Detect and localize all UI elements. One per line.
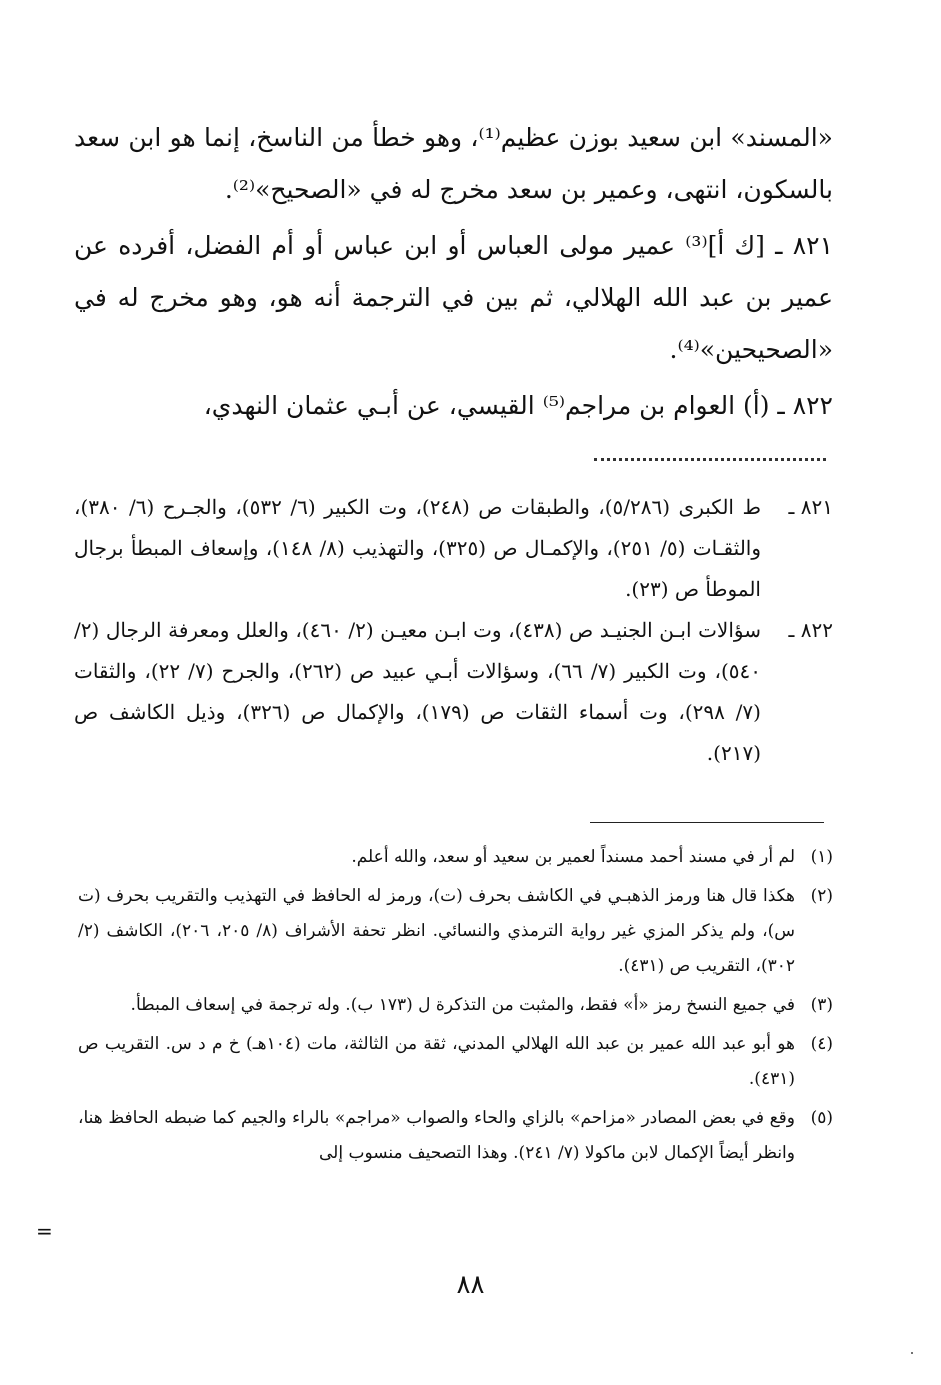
continuation-mark: = [36,1219,53,1243]
footnote-text: لم أر في مسند أحمد مسنداً لعمير بن سعيد أو سعد، والله أعلم. [351,847,795,867]
footnote-number: (٢) [810,886,833,906]
footnote-number: (٥) [810,1108,833,1128]
footnote-number: (١) [810,847,833,867]
footnote-text: هكذا قال هنا ورمز الذهبـي في الكاشف بحرف (ت)، ورمز له الحافظ في التهذيب والتقريب بحرف (ت س)، ولم يذكر المزي غير رواية الترمذي والنسائي. انظر تحفة الأشراف (٨/ ٢٠٥، ٢٠٦)، الكاشف (٢/ ٣٠٢)، التقريب ص (٤٣١). [78,886,796,976]
footnote [78,840,833,875]
footnote-number: (٣) [810,995,833,1015]
source-text: ط الكبرى (٥/٢٨٦)، والطبقات ص (٢٤٨)، وت الكبير (٦/ ٥٣٢)، والجـرح (٦/ ٣٨٠)، والثقـات (٥/ ٢٥١)، والإكمـال ص (٣٢٥)، والتهذيب (٨/ ١٤٨)، وإسعاف المبطأ برجال الموطأ ص (٢٣). [74,495,761,601]
footnote [78,1027,833,1097]
body-paragraph: «المسند» ابن سعيد بوزن عظيم⁽¹⁾، وهو خطأ من الناسخ، إنما هو ابن سعد بالسكون، انتهى، وعمير بن سعد مخرج له في «الصحيح»⁽²⁾. [74,123,833,204]
source-entry [74,487,833,610]
source-number: ٨٢٢ ـ [788,618,833,642]
dotted-separator [594,458,826,461]
source-entry [74,610,833,774]
sources-section [74,487,833,774]
footnote-text: هو أبو عبد الله عمير بن عبد الله الهلالي المدني، ثقة من الثالثة، مات (١٠٤هـ) خ م د س. التقريب ص (٤٣١). [78,1034,795,1089]
footnote-text: في جميع النسخ رمز «أ» فقط، والمثبت من التذكرة ل (١٧٣ ب). وله ترجمة في إسعاف المبطأ. [130,995,795,1015]
source-number: ٨٢١ ـ [788,495,833,519]
footnote [78,879,833,984]
footnote [78,988,833,1023]
footnotes-section [78,840,833,1175]
entry-822: ٨٢٢ ـ (أ) العوام بن مراجم⁽⁵⁾ القيسي، عن أبـي عثمان النهدي، [203,391,833,420]
footnote-text: وقع في بعض المصادر «مزاحم» بالزاي والحاء والصواب «مراجم» بالراء والجيم كما ضبطه الحافظ هنا، وانظر أيضاً الإكمال لابن ماكولا (٧/ ٢٤١). وهذا التصحيف منسوب إلى [78,1108,795,1163]
entry-821: ٨٢١ ـ [ك أ]⁽³⁾ عمير مولى العباس أو ابن عباس أو أم الفضل، أفرده عن عمير بن عبد الله الهلالي، ثم بين في الترجمة أنه هو، وهو مخرج له في «الصحيحين»⁽⁴⁾. [74,231,834,364]
page-number: ٨٨ [456,1270,485,1300]
main-text [74,112,833,436]
footnote-number: (٤) [810,1034,833,1054]
scan-speck [911,1352,913,1354]
footnote-rule [590,822,824,823]
footnote [78,1101,833,1171]
source-text: سؤالات ابـن الجنيـد ص (٤٣٨)، وت ابـن معيـن (٢/ ٤٦٠)، والعلل ومعرفة الرجال (٢/ ٥٤٠)، وت الكبير (٧/ ٦٦)، وسؤالات أبـي عبيد ص (٢٦٢)، والجرح (٧/ ٢٢)، والثقات (٧/ ٢٩٨)، وت أسماء الثقات ص (١٧٩)، والإكمال ص (٣٢٦)، وذيل الكاشف ص (٢١٧). [74,618,761,765]
